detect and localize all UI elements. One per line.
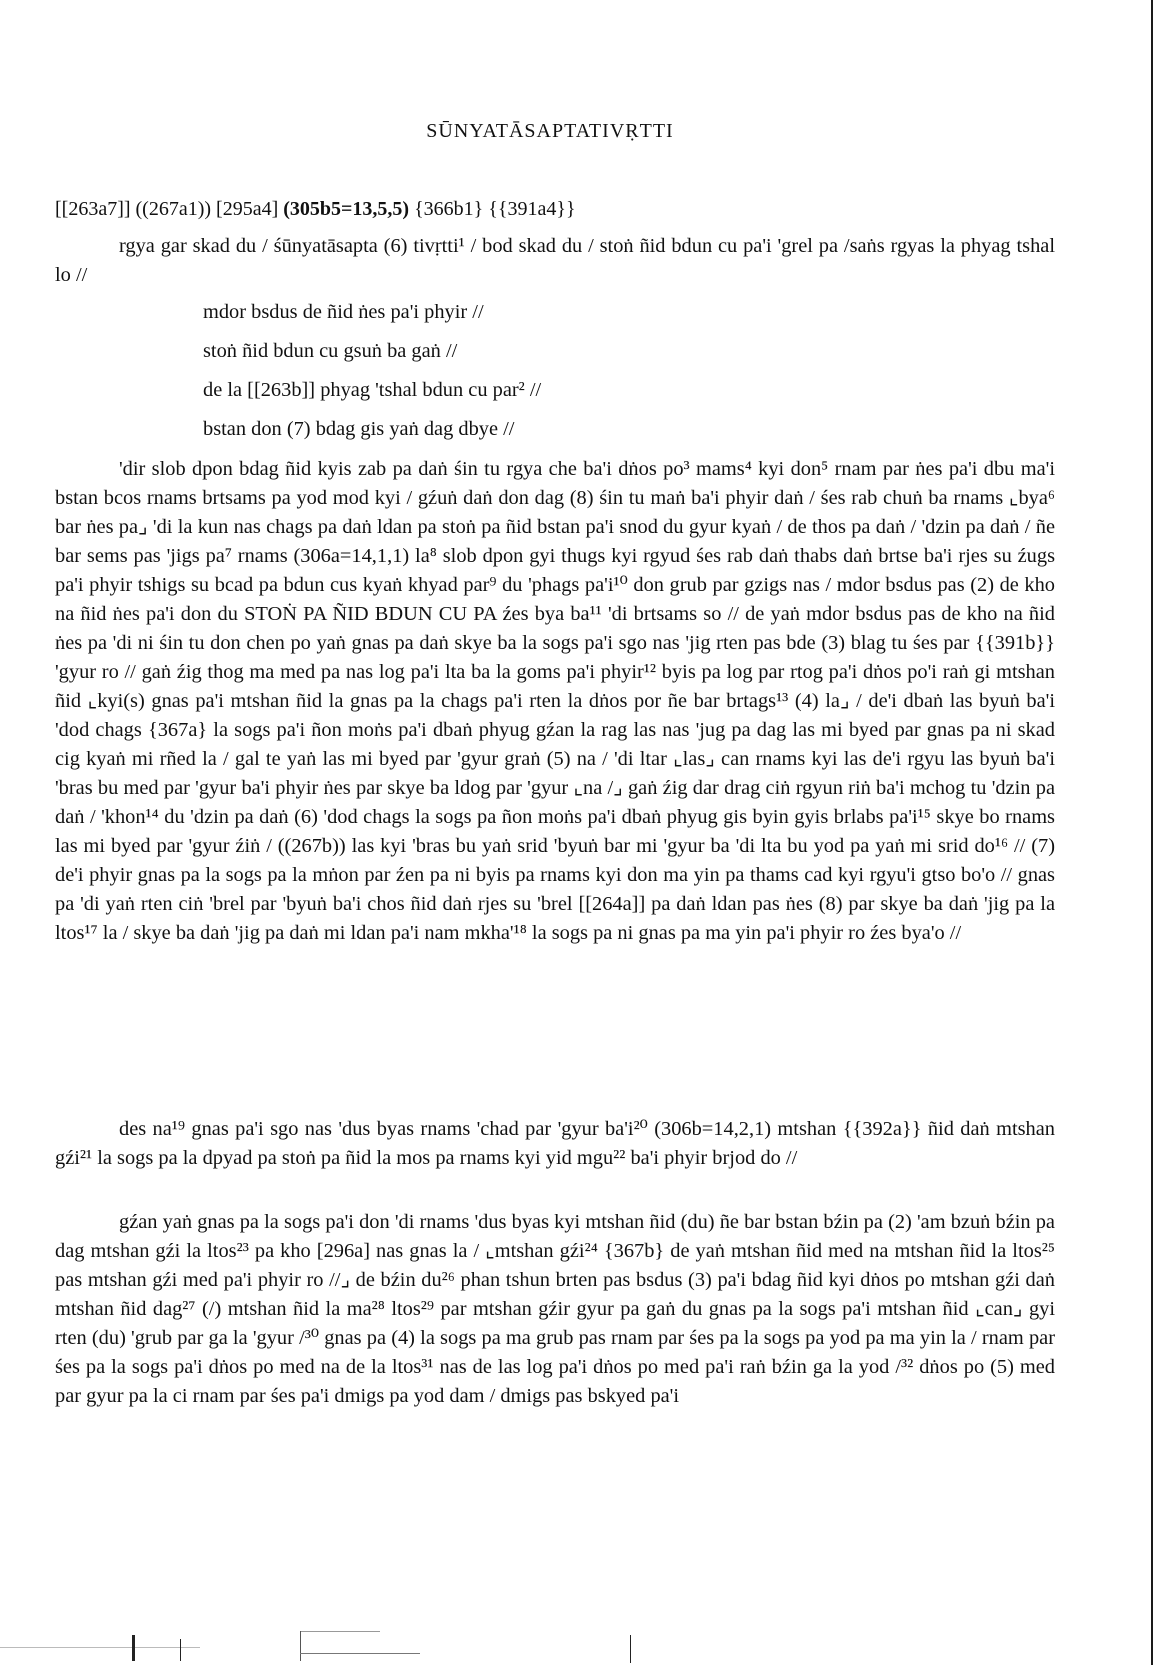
folio-ref-b: (305b5=13,5,5) (283, 198, 410, 220)
page-title: SŪNYATĀSAPTATIVṚTTI (426, 120, 674, 142)
body-paragraph-1: 'dir slob dpon bdag ñid kyis zab pa daṅ śin tu rgya che ba'i dṅos po³ mams⁴ kyi don⁵ rnam par ṅes pa'i dbu ma'i bstan bcos rnams brtsams pa yod mod kyi / gźuṅ daṅ don dag (8) śin tu maṅ ba'i phyir daṅ / śes rab chuṅ ba rnams ⌞bya⁶ bar ṅes pa⌟ 'di la kun nas chags pa daṅ ldan pa stoṅ pa ñid bstan pa'i snod du gyur kyaṅ / de thos pa daṅ / 'dzin pa daṅ / ñe bar sems pas 'jigs pa⁷ rnams (306a=14,1,1) la⁸ slob dpon gyi thugs kyi rgyud śes rab daṅ thabs daṅ brtse ba'i rjes su źugs pa'i phyir tshigs su bcad pa bdun cus kyaṅ khyad par⁹ du 'phags pa'i¹⁰ don grub par gzigs nas / mdor bsdus pas (2) de kho na ñid ṅes pa'i don du STOṄ PA ÑID BDUN CU PA źes bya ba¹¹ 'di brtsams so // de yaṅ mdor bsdus pas de kho na ñid ṅes pa 'di ni śin tu don chen po yaṅ gnas pa daṅ skye ba la sogs pa'i sgo nas 'jig rten pas bde (3) blag tu śes par {{391b}} 'gyur ro // gaṅ źig thog ma med pa nas log pa'i lta ba la goms pa'i phyir¹² byis pa log par rtog pa'i dṅos po'i raṅ gi mtshan ñid ⌞kyi(s) gnas pa'i mtshan ñid la gnas pa la chags pa'i rten la dṅos por ñe bar brtags¹³ (4) la⌟ / de'i dbaṅ las byuṅ ba'i 'dod chags {367a} la sogs pa'i ñon moṅs pa'i dbaṅ phyug gźan la rag las nas 'jug pa dag las mi byed par gnas pa ni skad cig kyaṅ mi rñed la / gal te yaṅ las mi byed par 'gyur graṅ (5) na / 'di ltar ⌞las⌟ can rnams kyi las de'i rgyu las byuṅ ba'i 'bras bu med par 'gyur ba'i phyir ṅes par skye ba ldog par 'gyur ⌞na /⌟ gaṅ źig dar drag ciṅ rgyun riṅ ba'i mchog tu 'dzin pa daṅ / 'khon¹⁴ du 'dzin pa daṅ (6) 'dod chags la sogs pa ñon moṅs pa'i dbaṅ phyug gis byin gyis brlabs pa'i¹⁵ skye bo rnams las mi byed par 'gyur źiṅ / ((267b)) las kyi 'bras bu yaṅ srid 'byuṅ bar mi 'gyur ba 'di lta bu yod pa yaṅ mi srid do¹⁶ // (7) de'i phyir gnas pa la sogs pa la mṅon par źen pa ni byis pa rnams kyi don ma yin pa thams cad kyi rgyu'i gtso bo'o // gnas pa 'di yaṅ rten ciṅ 'brel par 'byuṅ ba'i chos ñid daṅ rjes su 'brel [[264a]] pa daṅ ldan pas ṅes (8) par skye ba daṅ 'jig pa la ltos¹⁷ la / skye ba daṅ 'jig pa daṅ mi ldan pa'i nam mkha'¹⁸ la sogs pa ni gnas pa ma yin pa'i phyir ro źes bya'o // (55, 458, 1055, 944)
scan-artifacts (0, 1625, 1163, 1665)
folio-ref-c: {366b1} {{391a4}} (414, 198, 576, 220)
opening-verse (203, 298, 541, 454)
folio-ref-a: [[263a7]] ((267a1)) [295a4] (55, 198, 279, 220)
intro-paragraph: rgya gar skad du / śūnyatāsapta (6) tivṛtti¹ / bod skad du / stoṅ ñid bdun cu pa'i 'grel pa /saṅs rgyas la phyag tshal lo // (55, 235, 1055, 286)
page-edge-rule (1151, 0, 1153, 1665)
verse-line: de la [[263b]] phyag 'tshal bdun cu par² // (203, 379, 542, 401)
verse-line: mdor bsdus de ñid ṅes pa'i phyir // (203, 301, 484, 323)
body-paragraph-3: gźan yaṅ gnas pa la sogs pa'i don 'di rnams 'dus byas kyi mtshan ñid (du) ñe bar bstan bźin pa (2) 'am bzuṅ bźin pa dag mtshan gźi la ltos²³ pa kho [296a] nas gnas la / ⌞mtshan gźi²⁴ {367b} de yaṅ mtshan ñid med na mtshan ñid la ltos²⁵ pas mtshan gźi med pa'i phyir ro //⌟ de bźin du²⁶ phan tshun brten pas bsdus (3) pa'i bdag ñid kyi dṅos po mtshan gźi daṅ mtshan ñid dag²⁷ (/) mtshan ñid la ma²⁸ ltos²⁹ par mtshan gźir gyur pa gaṅ du gnas pa la sogs pa'i mtshan ñid ⌞can⌟ gyi rten (du) 'grub par ga la 'gyur /³⁰ gnas pa (4) la sogs pa ma grub pas rnam par śes pa la sogs pa yod pa ma yin la / rnam par śes pa la sogs pa'i dṅos po med na de la ltos³¹ nas de las log pa'i dṅos po med pa'i raṅ bźin ga la yod /³² dṅos po (5) med par gyur pa la ci rnam par śes pa'i dmigs pa yod dam / dmigs pas bskyed pa'i (55, 1211, 1055, 1407)
verse-line: bstan don (7) bdag gis yaṅ dag dbye // (203, 418, 515, 440)
body-paragraph-2: des na¹⁹ gnas pa'i sgo nas 'dus byas rnams 'chad par 'gyur ba'i²⁰ (306b=14,2,1) mtshan {{392a}} ñid daṅ mtshan gźi²¹ la sogs pa la dpyad pa stoṅ pa ñid la mos pa rnams kyi yid mgu²² ba'i phyir brjod do // (55, 1118, 1055, 1169)
folio-references (55, 198, 576, 221)
verse-line: stoṅ ñid bdun cu gsuṅ ba gaṅ // (203, 340, 458, 362)
